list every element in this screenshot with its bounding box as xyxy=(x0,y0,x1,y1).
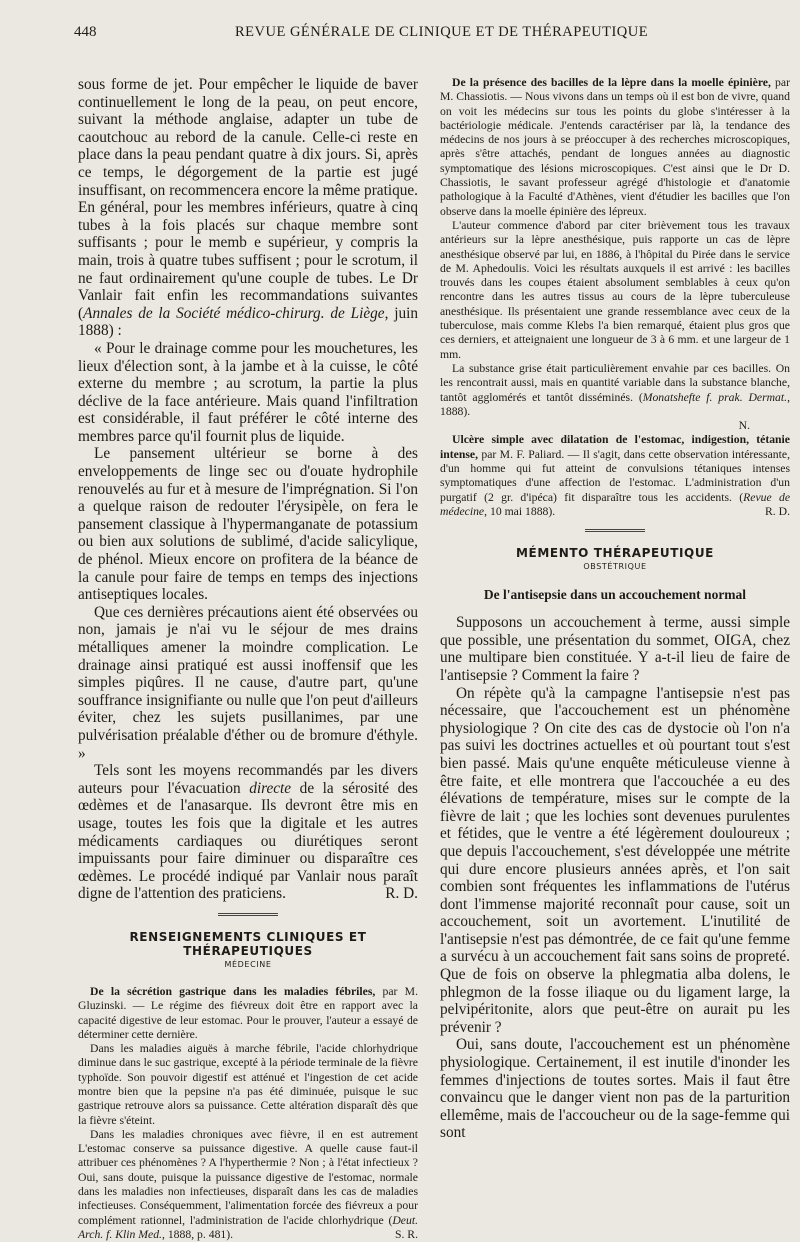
main-article-continuation xyxy=(78,76,418,903)
paragraph: Dans les maladies chroniques avec fièvre, il en est autrement L'estomac conserve sa puissance digestive. A quelle cause faut-il attribuer ces phénomènes ? A l'hyperthermie ? Non ; à l'état infectieux ? Oui, sans doute, puisque la puissance digestive de l'estomac, normale dans les maladies non infectieuses, disparaît dans les cas de maladies infectieuses. Conséquemment, l'alimentation forcée des fiévreux a pour complément rationnel, l'administration de l'acide chlorhydrique (Deut. Arch. f. Klin Med., 1888, p. 481). S. R. xyxy=(78,1127,418,1241)
section-title: RENSEIGNEMENTS CLINIQUES ET THÉRAPEUTIQUES xyxy=(129,929,367,958)
paragraph: L'auteur commence d'abord par citer brièvement tous les travaux antérieurs sur la lèpre anesthésique, puis rapporte un cas de lèpre anesthésique observé par lui, en 1886, à l'hôpital du Pirée dans le service de M. Aphedoulis. Voici les résultats auxquels il est arrivé : les bacilles trouvés dans les coupes étaient absolument semblables à ceux qu'on rencontre dans les autres tissus au cours de la lèpre tuberculeuse anesthésique. Ils présentaient une grande ressemblance avec ceux de la tuberculose, mais comme Klebs l'a bien remarqué, étaient plus gros que ces derniers, et atteignaient une longueur de 3 à 6 mm. et une largeur de 1 mm. xyxy=(440,218,790,361)
signature: R. D. xyxy=(764,504,790,518)
article-title: Ulcère simple avec dilatation de l'estomac, indigestion, tétanie intense, xyxy=(440,433,790,461)
paragraph: Ulcère simple avec dilatation de l'estomac, indigestion, tétanie intense, par M. F. Paliard. — Il s'agit, dans cette observation intéressante, d'un homme qui fut atteint de convulsions tétaniques intenses symptomatiques d'une affection de l'estomac. L'administration d'un purgatif (2 gr. d'ipéca) fit disparaître tous les accidents. (Revue de médecine, 10 mai 1888). R. D. xyxy=(440,433,791,518)
section-subtitle: OBSTÉTRIQUE xyxy=(583,562,647,572)
paragraph: De la sécrétion gastrique dans les maladies fébriles, par M. Gluzinski. — Le régime des fiévreux doit être en rapport avec la capacité digestive de leur estomac. Pour le prouver, l'auteur a essayé de déterminer cette dernière. xyxy=(78,984,418,1041)
abstract-gastric-ulcer xyxy=(440,433,790,519)
paragraph: Oui, sans doute, l'accouchement est un phénomène physiologique. Certainement, il est inutile d'inonder les femmes d'injections de toutes sortes. Mais il faut être convaincu que le danger vient non pas de la parturition ellemême, mais de l'accoucheur ou de la sage-femme qui sont xyxy=(440,1036,790,1142)
paragraph: Le pansement ultérieur se borne à des enveloppements de linge sec ou d'ouate hydrophile renouvelés au fur et à mesure de l'imprégnation. Si l'on a quelque raison de redouter l'érysipèle, on fera le pansement classique à l'hypermanganate de potassium ou bien aux solutions de sublimé, d'acide salicylique, de phénol. Mieux encore on profitera de la béance de la canule pour faire de temps en temps des injections antiseptiques locales. xyxy=(78,445,418,604)
signature: R. D. xyxy=(385,885,418,903)
divider xyxy=(218,913,278,916)
paragraph: De la présence des bacilles de la lèpre dans la moelle épinière, par M. Chassiotis. — Nous vivons dans un temps où il est bon de vivre, quand on voit les médecins sur tous les points du globe s'intéresser à la bactériologie médicale. J'entends caractériser par là, la tendance des médecins de nos jours à se préoccuper à des recherches microscopiques, après s'être attachés, pendant de longues années au diagnostic symptomatique des lésions microscopiques. C'est ainsi que le Dr D. Chassiotis, le savant professeur agrégé d'histologie et d'anatomie pathologique à la Faculté d'Athènes, vient d'étudier les bacilles que l'on observe dans la moelle épinière des lépreux. xyxy=(440,76,790,218)
paragraph: Que ces dernières précautions aient été observées ou non, jamais je n'ai vu le séjour de mes drains métalliques amener la moindre complication. Le drainage ainsi pratiqué est aussi inoffensif que les simples piqûres. Il ne cause, d'autre part, qu'une souffrance insignifiante ou nulle que l'on peut d'ailleurs éviter, chez les sujets pusillanimes, par une pulvérisation préalable d'éther ou de bromure d'éthyle. » xyxy=(78,603,418,762)
paragraph: « Pour le drainage comme pour les mouchetures, les lieux d'élection sont, à la jambe et à la cuisse, le côté externe du membre ; au scrotum, la partie la plus déclive de la face antérieure. Mais quand l'infiltration est considérable, il faut préférer le côté interne des membres parce qu'il fournit plus de liquide. xyxy=(78,339,418,445)
paragraph: On répète qu'à la campagne l'antisepsie n'est pas nécessaire, que l'accouchement est un phénomène physiologique ? On cite des cas de dystocie où l'on n'a pas suivi les doctrines actuelles et où pourtant tout s'est bien passé. Mais qu'une enquête méticuleuse vienne à être faite, et elle montrera que l'accouchée a eu des élévations de température, mises sur le compte de la fièvre de lait ; que les lochies sont devenues purulentes et fétides, que le ventre a été légèrement douloureux ; que depuis l'accouchement, s'est développée une métrite qui dure encore plusieurs années après, et l'on sait combien sont fréquentes les inflammations de l'utérus dont l'immense majorité reconnaît pour cause, soit un accouchement, soit un avortement. L'inutilité de l'antisepsie n'est pas démontrée, de ce fait qu'une femme a survécu à un accouchement fait sans soins de propreté. Que de fois on observe la phlegmatia alba dolens, le phlegmon de la fosse iliaque ou du ligament large, la pelvipéritonite, alors que peut-être on aurait pu les prévenir ? xyxy=(440,684,790,1036)
abstract-leprosy-bacilli xyxy=(440,76,790,433)
paragraph: Tels sont les moyens recommandés par les divers auteurs pour l'évacuation directe de la sérosité des œdèmes et de l'anasarque. Ils devront être mis en usage, toutes les fois que la digitale et les autres médicaments cardiaques ou diurétiques seront impuissants pour faire diminuer ou disparaître ces œdèmes. Le procédé indiqué par Vanlair nous paraît digne de l'attention des praticiens. R. D. xyxy=(78,762,418,903)
running-title: REVUE GÉNÉRALE DE CLINIQUE ET DE THÉRAPEUTIQUE xyxy=(235,24,649,40)
article-title: De la sécrétion gastrique dans les maladies fébriles, xyxy=(90,984,376,998)
paragraph: La substance grise était particulièrement envahie par ces bacilles. On les rencontrait aussi, mais en quantité variable dans la substance blanche, tantôt agglomérés et tantôt disséminés. (Monatshefte f. prak. Dermat., 1888). N. xyxy=(440,361,790,433)
section-title: MÉMENTO THÉRAPEUTIQUE xyxy=(516,546,714,561)
left-column xyxy=(78,76,418,1241)
running-header xyxy=(60,24,800,46)
abstract-gastric-secretion xyxy=(78,985,418,1242)
paragraph: Dans les maladies aiguës à marche fébrile, l'acide chlorhydrique diminue dans le suc gastrique, excepté à la période terminale de la fièvre typhoïde. Son pouvoir digestif est atténué et l'ingestion de cet acide montre bien que la pepsine n'a pas été diminuée, puisque le suc gastrique retrouve alors sa puissance. Cette altération disparaît dès que la fièvre s'éteint. xyxy=(78,1042,418,1127)
divider xyxy=(585,529,645,532)
memento-article xyxy=(440,614,790,1142)
article-title: De l'antisepsie dans un accouchement normal xyxy=(483,587,747,603)
paragraph: sous forme de jet. Pour empêcher le liquide de baver continuellement le long de la peau, on peut encore, suivant la méthode anglaise, adapter un tube de caoutchouc au rebord de la canule. Celle-ci reste en place dans la peau pendant quatre à dix jours. Si, après ce temps, le dégorgement de la partie est jugé insuffisant, on recommencera encore la même pratique. En général, pour les membres inférieurs, quatre à cinq tubes à la fois placés sur chaque membre sont suffisants ; pour le memb e supérieur, y compris la main, trois à quatre tubes suffisent ; pour le scrotum, il ne faut ordinairement qu'une couple de tubes. Le Dr Vanlair fait enfin les recommandations suivantes (Annales de la Société médico-chirurg. de Liège, juin 1888) : xyxy=(78,76,418,340)
right-column xyxy=(440,76,791,1142)
page-number: 448 xyxy=(74,24,97,40)
section-subtitle: MÉDECINE xyxy=(224,959,272,969)
signature: N. xyxy=(738,419,750,433)
article-title: De la présence des bacilles de la lèpre dans la moelle épinière, xyxy=(452,76,771,89)
signature: S. R. xyxy=(394,1227,418,1241)
paragraph: Supposons un accouchement à terme, aussi simple que possible, une présentation du sommet, OIGA, chez une multipare bien constituée. Y a-t-il lieu de faire de l'antisepsie ? Comment la faire ? xyxy=(440,614,790,684)
